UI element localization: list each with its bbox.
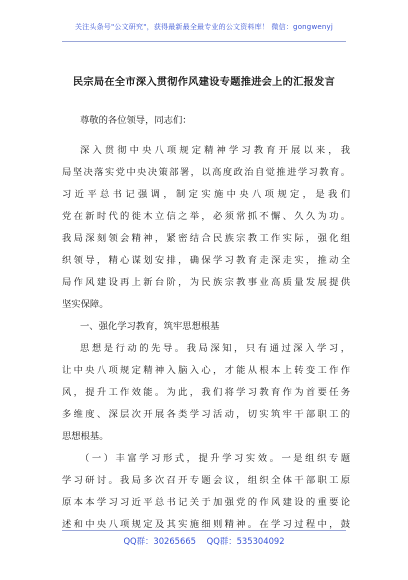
document-title: 民宗局在全市深入贯彻作风建设专题推进会上的汇报发言: [72, 77, 336, 88]
paragraph-line: 学习研讨。我局多次召开专题会议，组织全体干部职工原: [62, 475, 350, 486]
paragraph-line: 思想是行动的先导。我局深知，只有通过深入学习，: [80, 343, 350, 354]
paragraph-line: 党在新时代的徙木立信之举，必须常抓不懈、久久为功。: [62, 211, 350, 222]
header-divider: [62, 41, 346, 42]
paragraph-line: 局作风建设再上新台阶，为民族宗教事业高质量发展提供: [62, 277, 350, 288]
paragraph-line: 多维度、深层次开展各类学习活动，切实筑牢干部职工的: [62, 409, 350, 420]
paragraph-line: 风，提升工作效能。为此，我们将学习教育作为首要任务: [62, 387, 350, 398]
salutation: 尊敬的各位领导，同志们：: [80, 115, 192, 126]
document-body: [62, 110, 350, 536]
paragraph-line: 我局深刻领会精神，紧密结合民族宗教工作实际，强化组: [62, 233, 350, 244]
footer-qq-group-1: QQ群：30265665: [123, 536, 196, 546]
paragraph-line: （一）丰富学习形式，提升学习实效。一是组织专题: [80, 453, 350, 464]
footer-qq-group-2: QQ群：535304092: [206, 536, 285, 546]
paragraph-line: 局坚决落实党中央决策部署，以高度政治自觉推进学习教育。: [62, 167, 350, 178]
paragraph-line: 深入贯彻中央八项规定精神学习教育开展以来，我: [80, 145, 350, 156]
footer-contact: [0, 535, 408, 547]
paragraph-line: 坚实保障。: [62, 299, 109, 310]
header-promo: 关注头条号"公文研究"，获得最新最全最专业的公文资料库！ 微信：gongwenyj: [74, 23, 334, 31]
section-heading: 一、强化学习教育，筑牢思想根基: [80, 321, 220, 332]
paragraph-line: 织领导，精心谋划安排，确保学习教育走深走实，推动全: [62, 255, 350, 266]
paragraph-line: 让中央八项规定精神入脑入心，才能从根本上转变工作作: [62, 365, 350, 376]
paragraph-line: 习近平总书记强调，制定实施中央八项规定，是我们: [62, 189, 350, 200]
paragraph-line: 述和中央八项规定及其实施细则精神。在学习过程中，鼓: [62, 519, 350, 530]
footer-divider: [62, 530, 346, 531]
paragraph-line: 原本本学习习近平总书记关于加强党的作风建设的重要论: [62, 497, 350, 508]
paragraph-line: 思想根基。: [62, 431, 109, 442]
